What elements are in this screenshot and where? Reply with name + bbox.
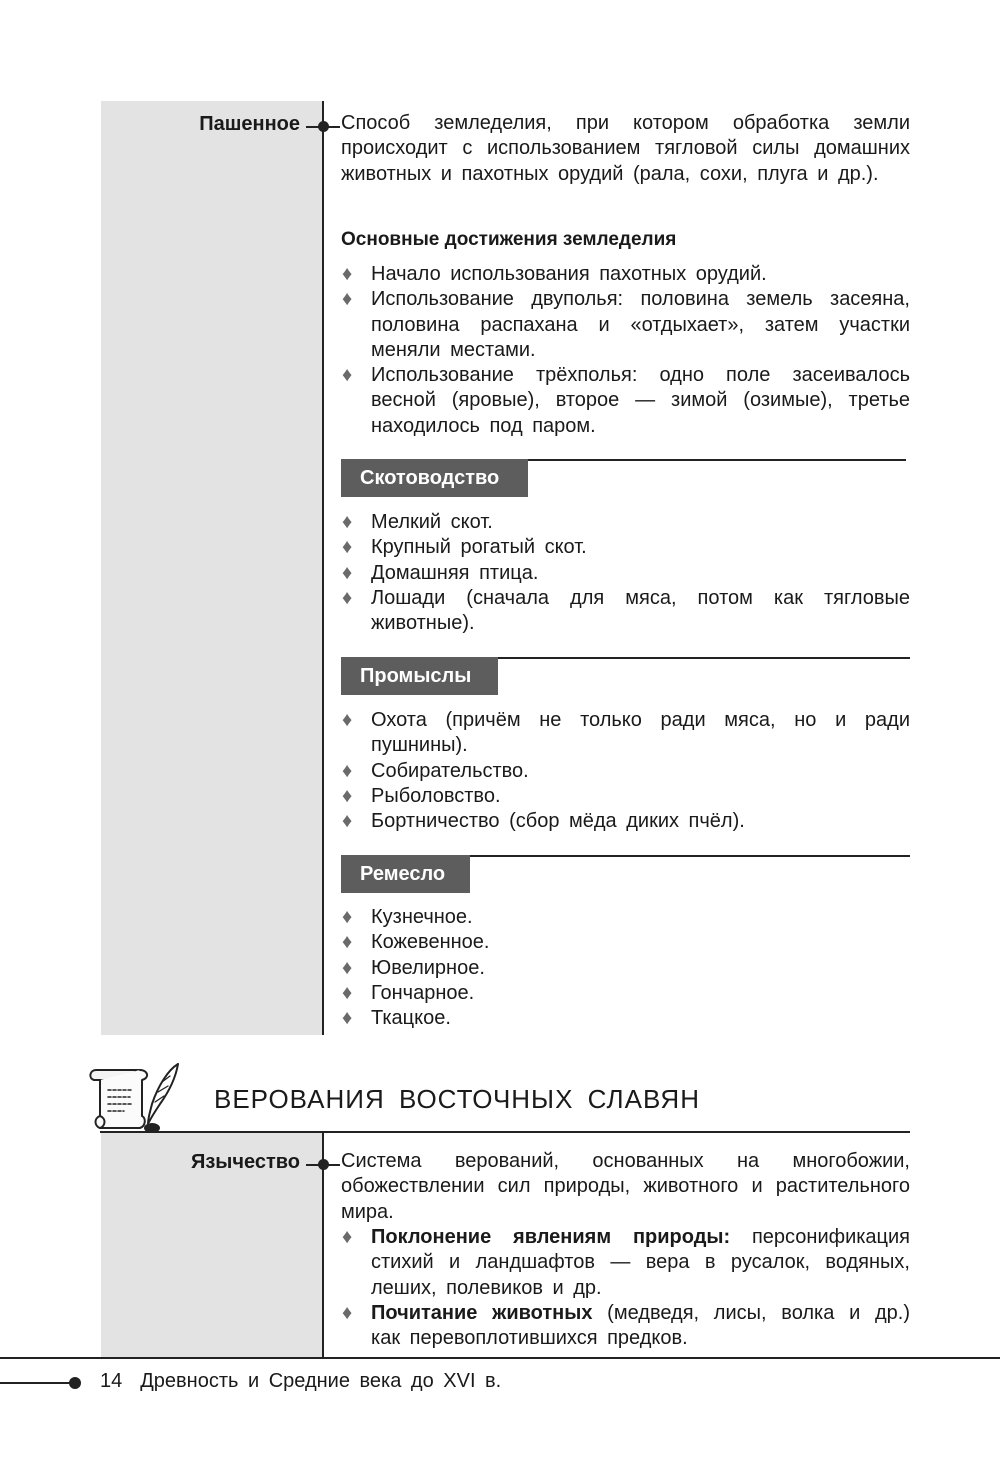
- list-item: ♦ Ткацкое.: [341, 1006, 910, 1031]
- diamond-bullet-icon: ♦: [342, 586, 353, 609]
- diamond-bullet-icon: ♦: [342, 931, 353, 954]
- paganism-list: [341, 1225, 910, 1351]
- list-item: ♦ Охота (причём не только ради мяса, но и ради пушнины).: [342, 709, 910, 757]
- list-item: ♦ Кожевенное.: [341, 930, 910, 955]
- footer: [100, 1370, 519, 1393]
- diamond-bullet-icon: ♦: [342, 810, 353, 833]
- term-paganism: Язычество: [190, 1151, 300, 1173]
- list-item: ♦ Начало использования пахотных орудий.: [341, 262, 910, 287]
- term-connector-dot: [318, 121, 329, 132]
- diamond-bullet-icon: ♦: [342, 759, 353, 782]
- subheading-achievements: Основные достижения земледелия: [341, 229, 677, 250]
- running-title: Древность и Средние века до XVI в.: [140, 1370, 502, 1392]
- sidebar-panel-1: [101, 101, 323, 1035]
- list-item: ♦ Рыболовство.: [341, 784, 910, 809]
- diamond-bullet-icon: ♦: [342, 1007, 353, 1030]
- chapter-title: ВЕРОВАНИЯ ВОСТОЧНЫХ СЛАВЯН: [214, 1084, 700, 1114]
- list-item: ♦ Собирательство.: [341, 759, 910, 784]
- list-item: ♦ Бортничество (сбор мёда диких пчёл).: [341, 809, 910, 834]
- footer-rule: [0, 1357, 1000, 1359]
- section-heading-crafts-trades: Промыслы: [341, 657, 498, 695]
- diamond-bullet-icon: ♦: [342, 288, 353, 311]
- vertical-rule-1: [322, 101, 324, 1035]
- list-item: ♦ Поклонение явлениям природы: персонификация стихий и ландшафтов — вера в русалок, водяных, леших, полевиков и др.: [342, 1226, 911, 1299]
- diamond-bullet-icon: ♦: [342, 1226, 353, 1248]
- diamond-bullet-icon: ♦: [342, 981, 353, 1004]
- section-heading-handicraft: Ремесло: [341, 855, 470, 893]
- diamond-bullet-icon: ♦: [342, 364, 353, 387]
- diamond-bullet-icon: ♦: [342, 1301, 353, 1324]
- diamond-bullet-icon: ♦: [342, 511, 353, 533]
- livestock-list: [341, 510, 910, 636]
- handicraft-list: [341, 905, 910, 1031]
- term-connector-dot: [318, 1159, 329, 1170]
- list-item: ♦ Использование трёхполья: одно поле засеивалось весной (яровые), второе — зимой (озимые), третье находилось под паром.: [342, 364, 910, 437]
- term-pashennoe: Пашенное: [199, 113, 300, 135]
- list-item: ♦ Мелкий скот.: [341, 510, 910, 535]
- list-item: ♦ Домашняя птица.: [341, 561, 910, 586]
- footer-marker-line: [0, 1382, 73, 1384]
- definition-text: Система верований, основанных на многобожии, обожествлении сил природы, животного и растительного мира.: [341, 1150, 910, 1223]
- list-item: ♦ Лошади (сначала для мяса, потом как тягловые животные).: [342, 586, 910, 635]
- list-item: ♦ Использование двуполья: половина земель засеяна, половина распахана и «отдыхает», затем участки меняли местами.: [342, 288, 910, 361]
- section-heading-livestock: Скотоводство: [341, 459, 528, 497]
- diamond-bullet-icon: ♦: [342, 956, 353, 979]
- diamond-bullet-icon: ♦: [342, 784, 353, 807]
- page-number: 14: [100, 1370, 123, 1392]
- list-item: ♦ Гончарное.: [341, 981, 910, 1006]
- diamond-bullet-icon: ♦: [342, 263, 353, 285]
- list-item: ♦ Кузнечное.: [341, 905, 910, 930]
- list-item: ♦ Почитание животных (медведя, лисы, волка и др.) как перевоплотившихся предков.: [342, 1301, 910, 1350]
- diamond-bullet-icon: ♦: [342, 536, 353, 559]
- list-item: ♦ Ювелирное.: [341, 956, 910, 981]
- achievements-list: [341, 262, 910, 439]
- diamond-bullet-icon: ♦: [342, 906, 353, 928]
- footer-marker-dot: [69, 1377, 81, 1389]
- definition-text: Способ земледелия, при котором обработка земли происходит с использованием тягловой силы домашних животных и пахотных орудий (рала, сохи, плуга и др.).: [341, 112, 910, 185]
- trades-list: [341, 708, 910, 834]
- list-item: ♦ Крупный рогатый скот.: [341, 535, 910, 560]
- diamond-bullet-icon: ♦: [342, 709, 353, 731]
- diamond-bullet-icon: ♦: [342, 561, 353, 584]
- scroll-quill-icon: [82, 1060, 184, 1136]
